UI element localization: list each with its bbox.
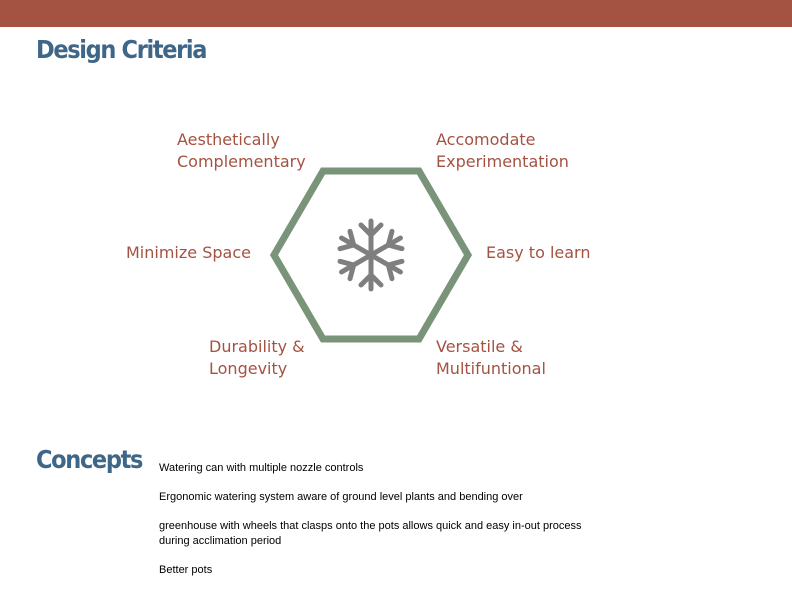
concepts-title: Concepts — [36, 445, 143, 474]
criterion-easy-to-learn — [486, 242, 590, 264]
criterion-line: Aesthetically — [177, 130, 280, 149]
concept-item: Watering can with multiple nozzle controls — [159, 462, 364, 474]
concept-item: greenhouse with wheels that clasps onto the pots allows quick and easy in-out process during acclimation period — [159, 520, 582, 547]
criterion-line: Easy to learn — [486, 243, 591, 262]
criterion-line: Accomodate — [436, 130, 536, 149]
snowflake-icon — [337, 221, 406, 289]
criterion-line: Longevity — [209, 359, 288, 378]
criterion-line: Experimentation — [436, 152, 569, 171]
criterion-accomodate-experimentation — [436, 129, 569, 173]
concepts-list — [159, 461, 599, 592]
criterion-minimize-space — [126, 242, 251, 264]
concept-item: Better pots — [159, 563, 213, 576]
concept-item: Ergonomic watering system aware of ground level plants and bending over — [159, 491, 523, 503]
criterion-aesthetically-complementary — [177, 129, 306, 173]
design-criteria-title: Design Criteria — [36, 35, 207, 64]
criterion-line: Versatile & — [436, 337, 523, 356]
criterion-line: Multifuntional — [436, 359, 546, 378]
criterion-durability-longevity — [209, 336, 305, 380]
criterion-line: Complementary — [177, 152, 306, 171]
criterion-line: Durability & — [209, 337, 305, 356]
criterion-line: Minimize Space — [126, 243, 251, 262]
criterion-versatile-multifunctional — [436, 336, 546, 380]
